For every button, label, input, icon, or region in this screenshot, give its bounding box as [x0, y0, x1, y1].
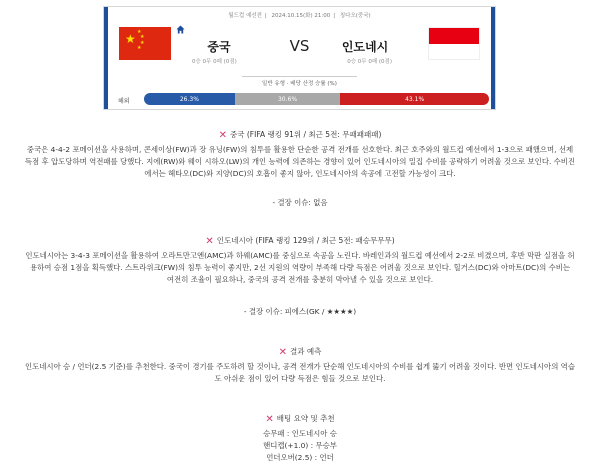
- odds-draw-value: 30.6%: [277, 95, 298, 103]
- odds-win-segment: [144, 93, 235, 105]
- home-icon: [176, 25, 185, 34]
- summary-item-1x2: 승무패 : 인도네시아 승: [263, 429, 337, 439]
- summary-item-handicap: 핸디캡(+1.0) : 무승부: [263, 441, 337, 451]
- result-heading: 결과 예측: [290, 347, 322, 356]
- card-right-edge: [491, 7, 495, 109]
- match-card: [103, 6, 496, 110]
- summary-item-overunder: 언더오버(2.5) : 언더: [266, 453, 334, 463]
- odds-lose-segment: [340, 93, 489, 105]
- result-line-1: 인도네시아 승 / 언더(2.5 기준)를 추천한다. 중국이 경기를 주도하려 할 것이나, 공격 전개가 단순해 인도네시아의 수비를 쉽게 뚫기 어려울 것이다. 반면 인도네시아의 역습: [25, 362, 575, 372]
- card-left-edge: [104, 7, 108, 109]
- result-line-2: 도 아쉬운 점이 있어 다량 득점은 힘들 것으로 보인다.: [214, 374, 386, 384]
- divider: [242, 76, 357, 77]
- odds-lose-value: 43.1%: [405, 95, 425, 103]
- result-prediction: [0, 345, 600, 385]
- indonesia-injury: - 결장 이슈: 피에스(GK / ★★★★): [243, 307, 357, 316]
- indonesia-line-1: 인도네시아는 3-4-3 포메이션을 활용하여 오라트만고엔(AMC)과 하웨(AMC)를 중심으로 속공을 노린다. 바레인과의 월드컵 예선에서 2-2로 비겼으며, 후반 막판 실점을 허: [25, 251, 575, 261]
- indonesia-analysis: [0, 234, 600, 286]
- indonesia-line-3: 여전히 조율이 필요하나, 중국의 공격 전개를 충분히 막아낼 수 있을 것으로 보인다.: [166, 275, 434, 285]
- cross-icon: ✕: [218, 130, 227, 141]
- china-line-3: 에서는 헤타오(DC)와 지양(DC)의 호흡이 좋지 않아, 인도네시아의 속공에 고전할 가능성이 크다.: [144, 169, 456, 179]
- china-line-2: 득점 후 압도당하며 역전패를 당했다. 지에(RW)와 웨이 시하오(LW)의 개인 능력에 의존하는 경향이 있어 인도네시아의 밀집 수비를 공략하기 어려울 것으로 보인다. 수비진: [24, 157, 576, 167]
- league-label: 월드컵 예선전: [228, 13, 262, 19]
- away-team-name: 인도네시: [341, 40, 389, 54]
- china-flag-icon: ★ ★ ★ ★ ★: [119, 27, 171, 60]
- cross-icon: ✕: [278, 347, 287, 358]
- odds-rate-title: 일반 유형 · 배당 산정 승률 (%): [262, 81, 337, 87]
- home-team-name: 중국: [207, 40, 231, 54]
- odds-draw-segment: [235, 93, 341, 105]
- indonesia-line-2: 용하여 승점 1점을 획득했다. 스트라위크(FW)의 침투 능력이 좋지만, 2선 지원의 역량이 부족해 다량 득점은 어려울 것으로 보인다. 힐거스(DC)와 아마트(DC)의 수비는: [29, 263, 571, 273]
- odds-win-value: 26.3%: [179, 95, 199, 103]
- match-datetime: 2024.10.15(화) 21:00: [271, 13, 331, 19]
- vs-label: VS: [289, 37, 310, 55]
- odds-bar: [144, 93, 489, 105]
- away-team-record: 0승 0무 0패 (0점): [347, 59, 392, 65]
- home-team-record: 0승 0무 0패 (0점): [192, 59, 237, 65]
- china-analysis: [0, 128, 600, 180]
- cross-icon: ✕: [205, 236, 214, 247]
- summary-heading: 배팅 요약 및 추천: [276, 414, 335, 423]
- indonesia-heading: 인도네시아 (FIFA 랭킹 129위 / 최근 5전: 패승무무무): [216, 236, 395, 245]
- china-injury: - 결장 이슈: 없음: [272, 198, 328, 207]
- china-line-1: 중국은 4-4-2 포메이션을 사용하며, 콘세이상(FW)과 장 유닝(FW)의 침투를 활용한 단순한 공격 전개를 선호한다. 최근 호주와의 월드컵 예선에서 1-3으로 패했으며, 선제: [26, 145, 574, 155]
- match-meta: 월드컵 예선전 | 2024.10.15(화) 21:00 | 칭다오(중국): [228, 13, 371, 19]
- match-venue: 칭다오(중국): [339, 13, 371, 19]
- cross-icon: ✕: [265, 414, 274, 425]
- indonesia-flag-icon: [428, 27, 480, 60]
- betting-summary: [0, 412, 600, 464]
- china-heading: 중국 (FIFA 랭킹 91위 / 최근 5전: 무패패패패): [230, 130, 382, 139]
- odds-source-label: 해외: [118, 98, 130, 105]
